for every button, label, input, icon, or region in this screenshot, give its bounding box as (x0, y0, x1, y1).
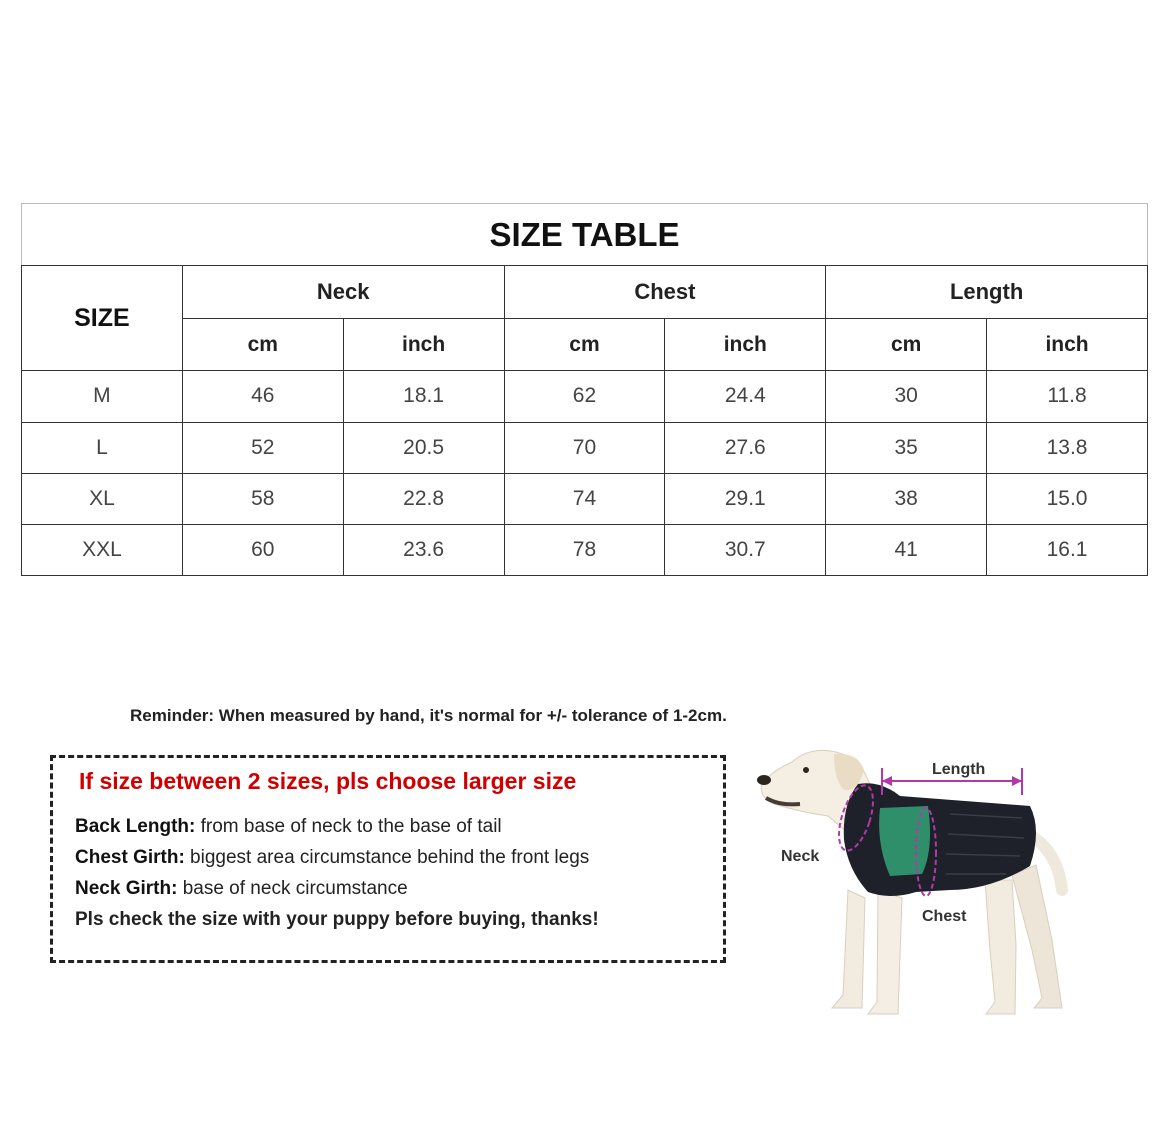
table-cell: 30.7 (665, 524, 826, 575)
table-cell: 41 (826, 524, 987, 575)
table-cell: 29.1 (665, 473, 826, 524)
table-cell: 23.6 (343, 524, 504, 575)
back-length-note (75, 816, 502, 838)
size-column-header: SIZE (22, 266, 183, 371)
table-cell: 22.8 (343, 473, 504, 524)
table-cell: 70 (504, 422, 665, 473)
table-row (22, 473, 1148, 524)
table-cell: 11.8 (987, 371, 1148, 422)
group-header-length: Length (826, 266, 1148, 319)
dog-measurement-diagram (740, 740, 1100, 1030)
table-cell: 38 (826, 473, 987, 524)
size-cell: XXL (22, 524, 183, 575)
neck-girth-label: Neck Girth: (75, 878, 178, 899)
table-cell: 78 (504, 524, 665, 575)
table-title: SIZE TABLE (22, 204, 1148, 266)
table-row (22, 422, 1148, 473)
table-cell: 62 (504, 371, 665, 422)
unit-header: cm (182, 319, 343, 371)
back-length-text: from base of neck to the base of tail (195, 816, 502, 837)
back-length-label: Back Length: (75, 816, 196, 837)
table-cell: 13.8 (987, 422, 1148, 473)
tolerance-reminder: Reminder: When measured by hand, it's normal for +/- tolerance of 1-2cm. (130, 706, 727, 725)
neck-girth-note (75, 878, 408, 900)
table-cell: 74 (504, 473, 665, 524)
table-cell: 60 (182, 524, 343, 575)
size-table (21, 203, 1148, 576)
group-header-neck: Neck (182, 266, 504, 319)
group-header-chest: Chest (504, 266, 826, 319)
table-cell: 18.1 (343, 371, 504, 422)
table-cell: 27.6 (665, 422, 826, 473)
size-cell: L (22, 422, 183, 473)
table-cell: 52 (182, 422, 343, 473)
chest-girth-label: Chest Girth: (75, 847, 185, 868)
table-cell: 16.1 (987, 524, 1148, 575)
table-cell: 46 (182, 371, 343, 422)
table-row (22, 524, 1148, 575)
size-cell: XL (22, 473, 183, 524)
table-row (22, 371, 1148, 422)
table-cell: 20.5 (343, 422, 504, 473)
larger-size-warning: If size between 2 sizes, pls choose larger size (79, 768, 577, 794)
unit-header: cm (504, 319, 665, 371)
unit-header: inch (343, 319, 504, 371)
table-cell: 35 (826, 422, 987, 473)
chest-label: Chest (922, 908, 967, 925)
dog-in-coat-illustration (740, 740, 1100, 1030)
unit-header: cm (826, 319, 987, 371)
size-cell: M (22, 371, 183, 422)
table-cell: 30 (826, 371, 987, 422)
chest-girth-text: biggest area circumstance behind the front legs (184, 847, 590, 868)
unit-header: inch (665, 319, 826, 371)
table-cell: 58 (182, 473, 343, 524)
length-label: Length (932, 761, 986, 778)
check-size-note: Pls check the size with your puppy before buying, thanks! (75, 909, 599, 930)
table-cell: 15.0 (987, 473, 1148, 524)
chest-girth-note (75, 847, 589, 869)
table-cell: 24.4 (665, 371, 826, 422)
sizing-notes-box (50, 755, 726, 963)
unit-header: inch (987, 319, 1148, 371)
neck-girth-text: base of neck circumstance (177, 878, 408, 899)
neck-label: Neck (781, 848, 820, 865)
